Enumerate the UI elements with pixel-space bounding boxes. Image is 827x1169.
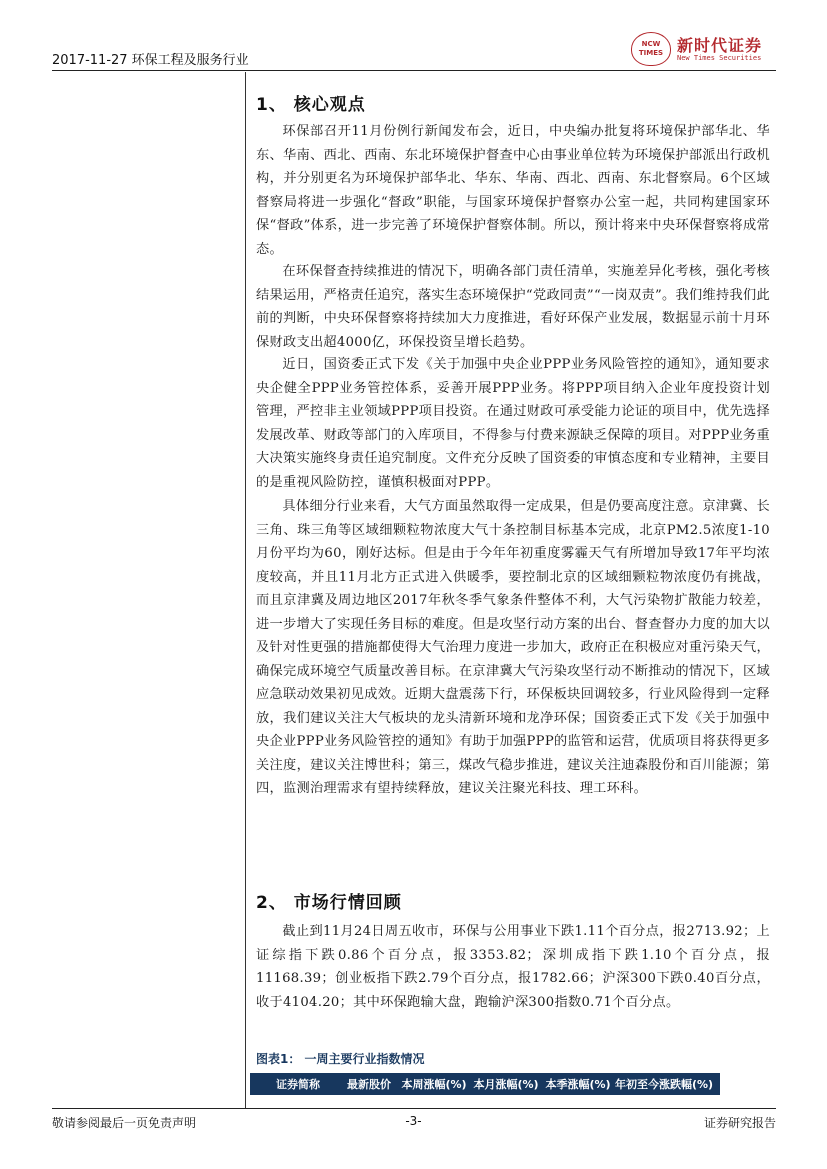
table-header-cell: 最新股价 (347, 1078, 391, 1091)
logo-chinese-name: 新时代证券 (677, 36, 763, 55)
header-rule (52, 70, 776, 71)
table-header-cell: 年初至今涨跌幅(%) (614, 1078, 714, 1091)
footer-rule (52, 1108, 776, 1109)
table-header-cell: 本周涨幅(%) (401, 1078, 467, 1091)
header-date-industry: 2017-11-27 环保工程及服务行业 (52, 53, 249, 68)
paragraph: 具体细分行业来看，大气方面虽然取得一定成果，但是仍要高度注意。京津冀、长三角、珠三角等区域细颗粒物浓度大气十条控制目标基本完成，北京PM2.5浓度1-10月份平均为60，刚好达标。但是由于今年年初重度雾霾天气有所增加导致17年平均浓度较高，并且11月北方正式进入供暖季，要控制北京的区域细颗粒物浓度仍有挑战，而且京津冀及周边地区2017年秋冬季气象条件整体不利，大气污染物扩散能力较差，进一步增大了实现任务目标的难度。但是攻坚行动方案的出台、督查督办力度的加大以及针对性更强的措施都使得大气治理力度进一步加大，政府正在积极应对重污染天气，确保完成环境空气质量改善目标。在京津冀大气污染攻坚行动不断推动的情况下，区域应急联动效果初见成效。近期大盘震荡下行，环保板块回调较多，行业风险得到一定释放，我们建议关注大气板块的龙头清新环境和龙净环保；国资委正式下发《关于加强中央企业PPP业务风险管控的通知》有助于加强PPP的监管和运营，优质项目将获得更多关注度，建议关注博世科；第三，煤改气稳步推进，建议关注迪森股份和百川能源；第四，监测治理需求有望持续释放，建议关注聚光科技、理工环科。 (256, 499, 770, 796)
page-header (52, 30, 776, 70)
footer-disclaimer: 敬请参阅最后一页免责声明 (52, 1116, 197, 1130)
company-logo (631, 32, 776, 66)
logo-badge-icon: NCW TIMES (631, 32, 671, 66)
paragraph: 近日，国资委正式下发《关于加强中央企业PPP业务风险管控的通知》，通知要求央企健全PPP业务管控体系，妥善开展PPP业务。将PPP项目纳入企业年度投资计划管理，严控非主业领域PPP项目投资。在通过财政可承受能力论证的项目中，优先选择发展改革、财政等部门的入库项目，不得参与付费来源缺乏保障的项目。对PPP业务重大决策实施终身责任追究制度。文件充分反映了国资委的审慎态度和专业精神，主要目的是重视风险防控，谨慎积极面对PPP。 (256, 357, 770, 490)
section-title-market-review: 2、 市场行情回顾 (256, 893, 402, 913)
paragraph: 环保部召开11月份例行新闻发布会，近日，中央编办批复将环境保护部华北、华东、华南、西北、西南、东北环境保护督查中心由事业单位转为环境保护部派出行政机构，并分别更名为环境保护部华北、华东、华南、西北、西南、东北督察局。6个区域督察局将进一步强化“督政”职能，与国家环境保护督察办公室一起，共同构建国家环保“督政”体系，进一步完善了环境保护督察体制。所以，预计将来中央环保督察将成常态。 (256, 124, 770, 257)
table-header-cell: 证券简称 (276, 1078, 320, 1091)
table-header-cell: 本季涨幅(%) (545, 1078, 611, 1091)
table-caption: 图表1： 一周主要行业指数情况 (256, 1052, 425, 1066)
page-number: -3- (405, 1114, 422, 1128)
footer-report-type: 证券研究报告 (703, 1116, 776, 1130)
section-title-core-views: 1、 核心观点 (256, 95, 366, 115)
table-header-row (250, 1073, 720, 1095)
table-header-cell: 本月涨幅(%) (473, 1078, 539, 1091)
paragraph: 截止到11月24日周五收市，环保与公用事业下跌1.11个百分点，报2713.92；上证综指下跌0.86个百分点，报3353.82；深圳成指下跌1.10个百分点，报11168.39；创业板指下跌2.79个百分点，报1782.66；沪深300下跌0.40百分点，收于4104.20；其中环保跑输大盘，跑输沪深300指数0.71个百分点。 (256, 924, 770, 1010)
logo-english-name: New Times Securities (677, 54, 762, 62)
left-column-divider (245, 72, 246, 1108)
paragraph: 在环保督查持续推进的情况下，明确各部门责任清单，实施差异化考核，强化考核结果运用，严格责任追究，落实生态环境保护“党政同责”“一岗双责”。我们维持我们此前的判断，中央环保督察将持续加大力度推进，看好环保产业发展，数据显示前十月环保财政支出超4000亿，环保投资呈增长趋势。 (256, 264, 770, 350)
